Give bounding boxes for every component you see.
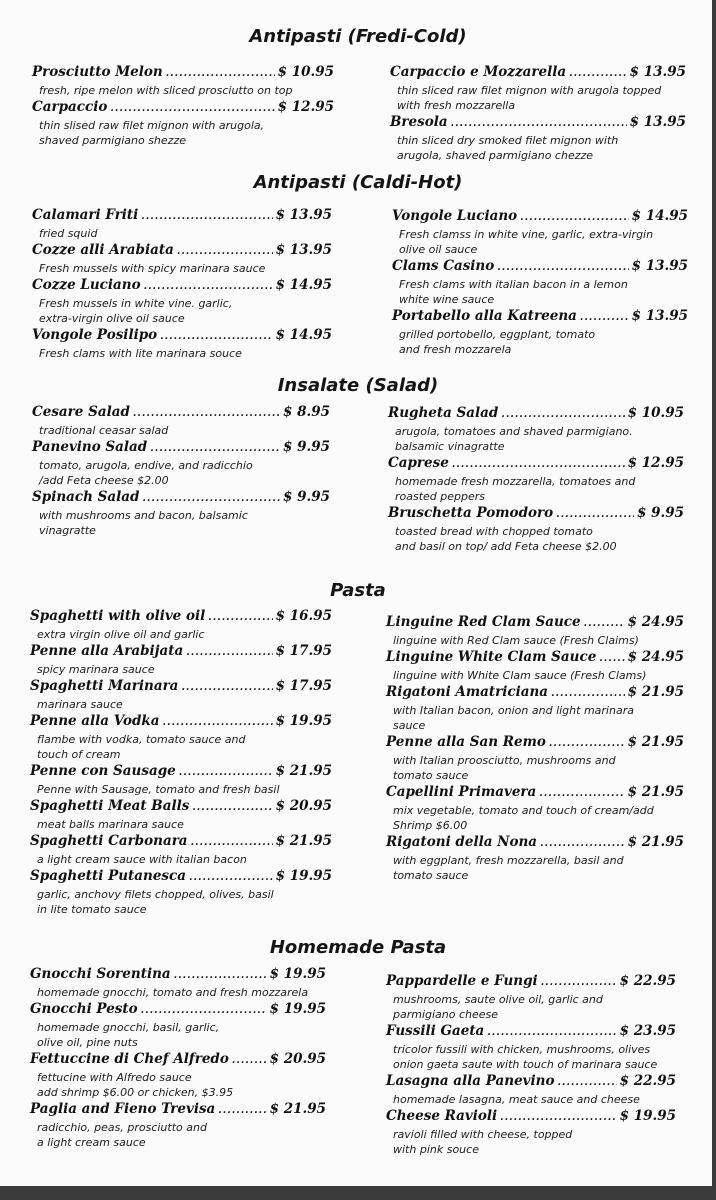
- item-desc: parmigiano cheese: [393, 1008, 499, 1021]
- item-desc: Fresh clams with lite marinara souce: [39, 347, 242, 360]
- item-desc: with Italian bacon, onion and light marinara: [393, 704, 634, 717]
- item-price: $ 22.95: [619, 973, 676, 989]
- item-desc: with mushrooms and bacon, balsamic: [39, 509, 248, 522]
- menu-item: [392, 257, 688, 307]
- item-price: $ 13.95: [631, 258, 688, 274]
- item-desc: traditional ceasar salad: [39, 424, 169, 437]
- item-desc: mushrooms, saute olive oil, garlic and: [393, 993, 603, 1006]
- item-name: Panevino Salad: [32, 439, 148, 455]
- item-desc: tomato sauce: [393, 769, 469, 782]
- item-desc: Fresh mussels with spicy marinara sauce: [39, 262, 266, 275]
- item-desc: homemade fresh mozzarella, tomatoes and: [395, 475, 636, 488]
- item-name: Spaghetti with olive oil: [30, 608, 206, 624]
- item-name: Capellini Primavera: [386, 784, 537, 800]
- menu-item: [386, 1072, 676, 1107]
- item-desc: ravioli filled with cheese, topped: [393, 1128, 573, 1141]
- item-desc: arugola, tomatoes and shaved parmigiano.: [395, 425, 633, 438]
- item-price: $ 21.95: [275, 763, 332, 779]
- item-name: Vongole Posilipo: [32, 327, 158, 343]
- item-name: Rigatoni Amatriciana: [386, 684, 549, 700]
- item-desc: olive oil, pine nuts: [37, 1036, 138, 1049]
- item-desc: meat balls marinara sauce: [37, 818, 184, 831]
- item-price: $ 13.95: [631, 308, 688, 324]
- item-price: $ 21.95: [269, 1101, 326, 1117]
- item-name: Bresola: [390, 114, 448, 130]
- item-desc: roasted peppers: [395, 490, 486, 503]
- item-price: $ 13.95: [275, 207, 332, 223]
- item-name: Cozze alli Arabiata: [32, 242, 174, 258]
- item-desc: arugola, shaved parmigiano chezze: [397, 149, 594, 162]
- menu-column-left: [32, 206, 332, 361]
- item-name: Carpaccio: [32, 99, 108, 115]
- item-price: $ 12.95: [277, 99, 334, 115]
- menu-item: [32, 326, 332, 361]
- item-desc: and fresh mozzarela: [399, 343, 512, 356]
- item-desc: linguine with White Clam sauce (Fresh Clams): [393, 669, 647, 682]
- menu-column-right: [390, 63, 686, 163]
- item-name: Linguine White Clam Sauce: [386, 649, 597, 665]
- item-price: $ 23.95: [619, 1023, 676, 1039]
- item-desc: radicchio, peas, prosciutto and: [37, 1121, 207, 1134]
- section-title: Pasta: [330, 580, 386, 601]
- menu-column-left: [30, 965, 326, 1150]
- menu-item: [386, 972, 676, 1022]
- menu-item: [30, 867, 332, 917]
- item-desc: balsamic vinagratte: [395, 440, 505, 453]
- item-desc: fresh, ripe melon with sliced prosciutto on top: [39, 84, 293, 97]
- menu-item: [30, 965, 326, 1000]
- item-price: $ 10.95: [277, 64, 334, 80]
- section-title: Insalate (Salad): [277, 375, 439, 396]
- item-price: $ 19.95: [275, 713, 332, 729]
- item-name: Calamari Friti: [32, 207, 139, 223]
- item-name: Portabello alla Katreena: [392, 308, 577, 324]
- item-name: Cozze Luciano: [32, 277, 141, 293]
- item-desc: homemade lasagna, meat sauce and cheese: [393, 1093, 640, 1106]
- item-name: Cheese Ravioli: [386, 1108, 498, 1124]
- item-price: $ 10.95: [627, 405, 684, 421]
- item-desc: extra virgin olive oil and garlic: [37, 628, 205, 641]
- item-desc: mix vegetable, tomato and touch of cream/add: [393, 804, 654, 817]
- item-price: $ 21.95: [627, 734, 684, 750]
- item-price: $ 21.95: [275, 833, 332, 849]
- menu-item: [386, 833, 684, 883]
- menu-item: [392, 207, 688, 257]
- menu-item: [386, 733, 684, 783]
- menu-column-right: [386, 972, 676, 1157]
- item-desc: marinara sauce: [37, 698, 123, 711]
- item-desc: olive oil sauce: [399, 243, 478, 256]
- item-name: Gnocchi Sorentina: [30, 966, 171, 982]
- item-desc: add shrimp $6.00 or chicken, $3.95: [37, 1086, 234, 1099]
- item-desc: tricolor fussili with chicken, mushrooms, olives: [393, 1043, 651, 1056]
- item-name: Spaghetti Carbonara: [30, 833, 188, 849]
- item-desc: shaved parmigiano shezze: [39, 134, 186, 147]
- item-desc: touch of cream: [37, 748, 121, 761]
- item-price: $ 21.95: [627, 684, 684, 700]
- item-desc: and basil on top/ add Feta cheese $2.00: [395, 540, 617, 553]
- item-price: $ 17.95: [275, 678, 332, 694]
- item-price: $ 19.95: [619, 1108, 676, 1124]
- section-title: Antipasti (Fredi-Cold): [249, 26, 467, 47]
- item-desc: a light cream sauce with italian bacon: [37, 853, 247, 866]
- item-desc: thin sliced dry smoked filet mignon with: [397, 134, 619, 147]
- item-name: Pappardelle e Fungi: [386, 973, 538, 989]
- menu-item: [32, 488, 330, 538]
- item-name: Cesare Salad: [32, 404, 130, 420]
- menu-item: [30, 607, 332, 642]
- item-name: Carpaccio e Mozzarella: [390, 64, 567, 80]
- menu-item: [32, 276, 332, 326]
- item-name: Caprese: [388, 455, 449, 471]
- item-name: Penne con Sausage: [30, 763, 176, 779]
- menu-item: [32, 98, 334, 148]
- item-price: $ 14.95: [631, 208, 688, 224]
- item-desc: tomato sauce: [393, 869, 469, 882]
- item-price: $ 20.95: [275, 798, 332, 814]
- item-name: Paglia and Fieno Trevisa: [30, 1101, 216, 1117]
- menu-item: [30, 1000, 326, 1050]
- item-price: $ 22.95: [619, 1073, 676, 1089]
- item-name: Penne alla San Remo: [386, 734, 546, 750]
- item-desc: homemade gnocchi, basil, garlic,: [37, 1021, 220, 1034]
- menu-item: [386, 1107, 676, 1157]
- item-price: $ 19.95: [275, 868, 332, 884]
- item-desc: /add Feta cheese $2.00: [39, 474, 169, 487]
- menu-item: [390, 113, 686, 163]
- menu-item: [30, 677, 332, 712]
- item-desc: thin slised raw filet mignon with arugola,: [39, 119, 265, 132]
- item-desc: fried squid: [39, 227, 98, 240]
- item-price: $ 9.95: [283, 489, 330, 505]
- item-name: Spaghetti Putanesca: [30, 868, 187, 884]
- item-name: Lasagna alla Panevino: [386, 1073, 555, 1089]
- menu-item: [392, 307, 688, 357]
- item-name: Clams Casino: [392, 258, 495, 274]
- item-price: $ 13.95: [629, 114, 686, 130]
- item-name: Penne alla Vodka: [30, 713, 160, 729]
- item-name: Gnocchi Pesto: [30, 1001, 138, 1017]
- item-desc: thin sliced raw filet mignon with arugola topped: [397, 84, 662, 97]
- item-name: Spaghetti Meat Balls: [30, 798, 190, 814]
- menu-item: [32, 438, 330, 488]
- item-desc: Fresh mussels in white vine. garlic,: [39, 297, 233, 310]
- item-desc: Fresh clamss in white vine, garlic, extra-virgin: [399, 228, 654, 241]
- menu-item: [388, 454, 684, 504]
- item-desc: a light cream sauce: [37, 1136, 146, 1149]
- item-price: $ 13.95: [629, 64, 686, 80]
- item-desc: extra-virgin olive oil sauce: [39, 312, 185, 325]
- menu-item: [32, 206, 332, 241]
- menu-item: [388, 404, 684, 454]
- item-price: $ 9.95: [637, 505, 684, 521]
- menu-column-right: [392, 207, 688, 357]
- item-price: $ 8.95: [283, 404, 330, 420]
- item-price: $ 14.95: [275, 327, 332, 343]
- item-price: $ 20.95: [269, 1051, 326, 1067]
- menu-item: [390, 63, 686, 113]
- menu-column-left: [32, 403, 330, 538]
- menu-item: [386, 648, 684, 683]
- menu-item: [30, 1050, 326, 1100]
- item-desc: with pink souce: [393, 1143, 479, 1156]
- section-title: Homemade Pasta: [269, 937, 447, 958]
- menu-column-right: [386, 613, 684, 883]
- item-desc: fettucine with Alfredo sauce: [37, 1071, 192, 1084]
- item-name: Linguine Red Clam Sauce: [386, 614, 581, 630]
- item-price: $ 21.95: [627, 784, 684, 800]
- item-desc: Fresh clams with italian bacon in a lemon: [399, 278, 628, 291]
- section-title: Antipasti (Caldi-Hot): [253, 172, 463, 193]
- item-desc: vinagratte: [39, 524, 96, 537]
- item-price: $ 19.95: [269, 966, 326, 982]
- item-desc: toasted bread with chopped tomato: [395, 525, 593, 538]
- item-name: Prosciutto Melon: [32, 64, 163, 80]
- menu-item: [32, 241, 332, 276]
- menu-item: [30, 832, 332, 867]
- menu-item: [386, 783, 684, 833]
- item-desc: in lite tomato sauce: [37, 903, 147, 916]
- item-desc: with eggplant, fresh mozzarella, basil and: [393, 854, 624, 867]
- item-price: $ 14.95: [275, 277, 332, 293]
- item-price: $ 9.95: [283, 439, 330, 455]
- menu-item: [32, 63, 334, 98]
- item-name: Spinach Salad: [32, 489, 140, 505]
- item-name: Rugheta Salad: [388, 405, 499, 421]
- item-desc: with fresh mozzarella: [397, 99, 516, 112]
- item-price: $ 24.95: [627, 614, 684, 630]
- item-price: $ 19.95: [269, 1001, 326, 1017]
- item-desc: white wine sauce: [399, 293, 495, 306]
- item-name: Penne alla Arabijata: [30, 643, 184, 659]
- menu-item: [30, 642, 332, 677]
- item-desc: grilled portobello, eggplant, tomato: [399, 328, 596, 341]
- item-desc: flambe with vodka, tomato sauce and: [37, 733, 246, 746]
- item-name: Fussili Gaeta: [386, 1023, 485, 1039]
- item-name: Vongole Luciano: [392, 208, 518, 224]
- menu-item: [386, 683, 684, 733]
- menu-item: [388, 504, 684, 554]
- menu-item: [30, 762, 332, 797]
- item-desc: sauce: [393, 719, 426, 732]
- item-price: $ 17.95: [275, 643, 332, 659]
- item-desc: with Italian proosciutto, mushrooms and: [393, 754, 616, 767]
- item-price: $ 13.95: [275, 242, 332, 258]
- menu-column-left: [30, 607, 332, 917]
- item-desc: garlic, anchovy filets chopped, olives, basil: [37, 888, 274, 901]
- item-price: $ 24.95: [627, 649, 684, 665]
- menu-item: [30, 712, 332, 762]
- item-price: $ 21.95: [627, 834, 684, 850]
- item-name: Rigatoni della Nona: [386, 834, 538, 850]
- item-desc: onion gaeta saute with touch of marinara sauce: [393, 1058, 658, 1071]
- item-desc: linguine with Red Clam sauce (Fresh Claims): [393, 634, 639, 647]
- menu-column-left: [32, 63, 334, 148]
- menu-column-right: [388, 404, 684, 554]
- item-name: Spaghetti Marinara: [30, 678, 179, 694]
- menu-item: [30, 797, 332, 832]
- menu-item: [30, 1100, 326, 1150]
- item-price: $ 16.95: [275, 608, 332, 624]
- item-name: Fettuccine di Chef Alfredo: [30, 1051, 229, 1067]
- item-desc: tomato, arugola, endive, and radicchio: [39, 459, 253, 472]
- item-desc: Penne with Sausage, tomato and fresh basil: [37, 783, 280, 796]
- menu-item: [386, 1022, 676, 1072]
- item-desc: Shrimp $6.00: [393, 819, 468, 832]
- item-desc: homemade gnocchi, tomato and fresh mozzarela: [37, 986, 309, 999]
- menu-item: [386, 613, 684, 648]
- item-price: $ 12.95: [627, 455, 684, 471]
- item-name: Bruschetta Pomodoro: [388, 505, 554, 521]
- item-desc: spicy marinara sauce: [37, 663, 155, 676]
- menu-item: [32, 403, 330, 438]
